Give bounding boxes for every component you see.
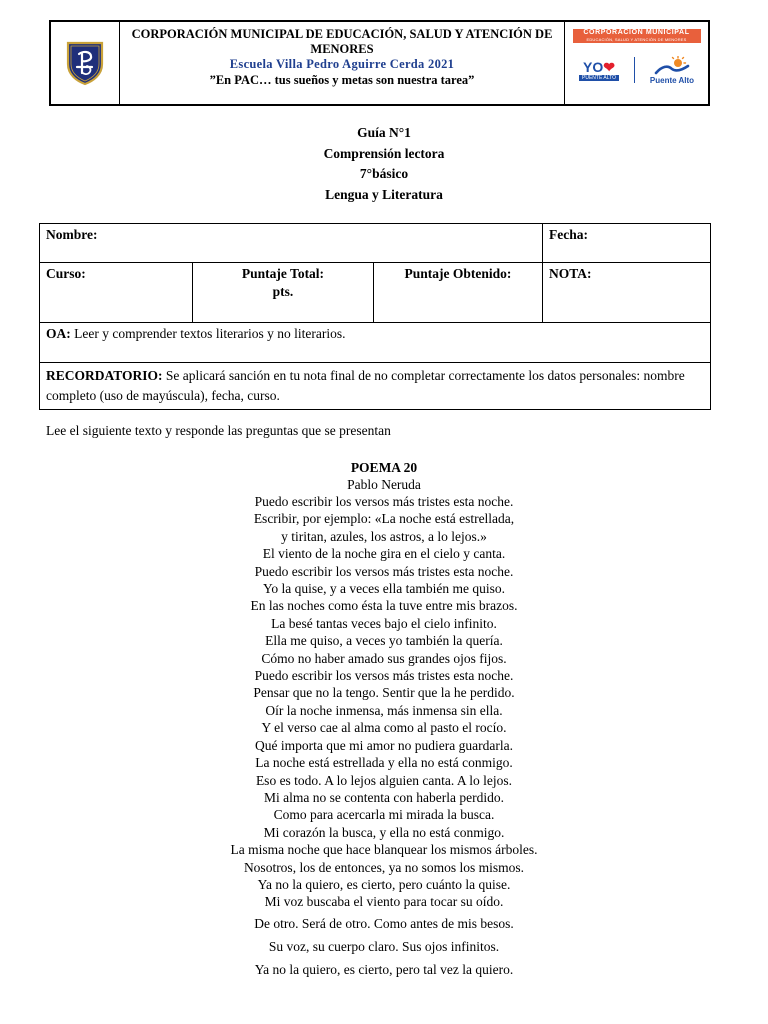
- poem-line: Puedo escribir los versos más tristes esta noche.: [254, 563, 514, 579]
- poem-line: Pensar que no la tengo. Sentir que la he perdido.: [253, 685, 515, 701]
- poem-line: De otro. Será de otro. Como antes de mis besos.: [254, 915, 514, 931]
- school-logo-cell: [51, 22, 120, 104]
- poem-line: Mi corazón la busca, y ella no está conmigo.: [263, 824, 505, 840]
- school-name: Escuela Villa Pedro Aguirre Cerda 2021: [229, 57, 455, 71]
- nombre-label: Nombre:: [46, 227, 98, 242]
- poem-line: Cómo no haber amado sus grandes ojos fijos.: [261, 650, 507, 666]
- oa-row: [40, 323, 711, 363]
- guide-grade: 7°básico: [359, 166, 409, 181]
- nombre-field[interactable]: [40, 224, 543, 263]
- poem-line: Puedo escribir los versos más tristes esta noche.: [254, 668, 514, 684]
- poem-line: Su voz, su cuerpo claro. Sus ojos infinitos.: [268, 938, 500, 954]
- nota-label: NOTA:: [549, 266, 592, 281]
- reading-instruction: Lee el siguiente texto y responde las preguntas que se presentan: [46, 423, 391, 438]
- puntaje-total-field[interactable]: [193, 263, 374, 323]
- pts-label: pts.: [272, 284, 294, 299]
- logo-divider: [634, 57, 635, 83]
- poem-line: Como para acercarla mi mirada la busca.: [273, 807, 495, 823]
- school-motto: ”En PAC… tus sueños y metas son nuestra tarea”: [209, 73, 475, 87]
- poem-line: y tiritan, azules, los astros, a lo lejos.»: [281, 528, 487, 544]
- poem-line: En las noches como ésta la tuve entre mis brazos.: [250, 598, 518, 614]
- poem-line: La besé tantas veces bajo el cielo infinito.: [271, 615, 497, 631]
- poem-line: Puedo escribir los versos más tristes esta noche.: [254, 494, 514, 509]
- curso-field[interactable]: [40, 263, 193, 323]
- poem-line: Mi voz buscaba el viento para tocar su oído.: [264, 894, 504, 910]
- poem-line: Yo la quise, y a veces ella también me quiso.: [263, 581, 505, 597]
- guide-number: Guía N°1: [357, 125, 411, 140]
- poem-line: Eso es todo. A lo lejos alguien canta. A lo lejos.: [255, 772, 513, 788]
- poem-line: Oír la noche inmensa, más inmensa sin ella.: [265, 702, 503, 718]
- recordatorio-label: RECORDATORIO:: [46, 368, 163, 383]
- poem-line: El viento de la noche gira en el cielo y canta.: [262, 546, 506, 562]
- poem-line: Ya no la quiero, es cierto, pero tal vez la quiero.: [254, 961, 514, 977]
- heart-icon: ❤: [603, 58, 615, 75]
- guide-title-block: [0, 123, 768, 205]
- municipal-logos: [572, 53, 701, 87]
- poem-line: Mi alma no se contenta con haberla perdido.: [264, 789, 504, 805]
- puente-alto-logo: Puente Alto: [643, 56, 701, 85]
- puntaje-total-label: Puntaje Total:: [241, 266, 325, 281]
- poem-line: La noche está estrellada y ella no está conmigo.: [255, 755, 513, 771]
- poem-line: Escribir, por ejemplo: «La noche está estrellada,: [253, 511, 515, 527]
- school-header: [49, 20, 710, 106]
- student-info-table: [39, 223, 711, 410]
- curso-label: Curso:: [46, 266, 86, 281]
- poem: [0, 459, 768, 980]
- fecha-field[interactable]: [543, 224, 711, 263]
- poem-line: Ella me quiso, a veces yo también la quería.: [265, 633, 503, 649]
- puntaje-obtenido-label: Puntaje Obtenido:: [404, 266, 512, 281]
- school-crest-icon: [65, 40, 105, 86]
- yo-puente-alto-logo: YO❤ PUENTE ALTO: [572, 60, 626, 81]
- poem-line: La misma noche que hace blanquear los mismos árboles.: [230, 842, 538, 858]
- poem-line: Qué importa que mi amor no pudiera guardarla.: [255, 737, 513, 753]
- poem-line: Nosotros, los de entonces, ya no somos los mismos.: [243, 859, 525, 875]
- fecha-label: Fecha:: [549, 227, 588, 242]
- puente-alto-sun-icon: [652, 56, 692, 76]
- recordatorio-row: [40, 363, 711, 410]
- poem-line: Y el verso cae al alma como al pasto el rocío.: [261, 720, 507, 736]
- poem-author: Pablo Neruda: [347, 477, 421, 492]
- corporation-logo-cell: [565, 22, 708, 104]
- corporation-name: CORPORACIÓN MUNICIPAL DE EDUCACIÓN, SALUD Y ATENCIÓN DE MENORES: [131, 27, 553, 56]
- oa-label: OA:: [46, 326, 71, 341]
- oa-text: Leer y comprender textos literarios y no literarios.: [70, 326, 346, 341]
- poem-line: Ya no la quiero, es cierto, pero cuánto la quise.: [257, 876, 511, 892]
- nota-field[interactable]: [543, 263, 711, 323]
- guide-subject: Comprensión lectora: [323, 145, 445, 161]
- recordatorio-text: Se aplicará sanción en tu nota final de no completar correctamente los datos personales: nombre completo (uso de mayúscula), fecha, curso.: [46, 368, 685, 403]
- corporation-banner-logo: CORPORACIÓN MUNICIPAL EDUCACIÓN, SALUD Y ATENCIÓN DE MENORES: [573, 29, 701, 43]
- puntaje-obtenido-field[interactable]: [374, 263, 543, 323]
- guide-course: Lengua y Literatura: [325, 186, 443, 202]
- school-heading: [120, 22, 565, 104]
- poem-lines: [0, 493, 768, 980]
- poem-title: POEMA 20: [350, 460, 418, 475]
